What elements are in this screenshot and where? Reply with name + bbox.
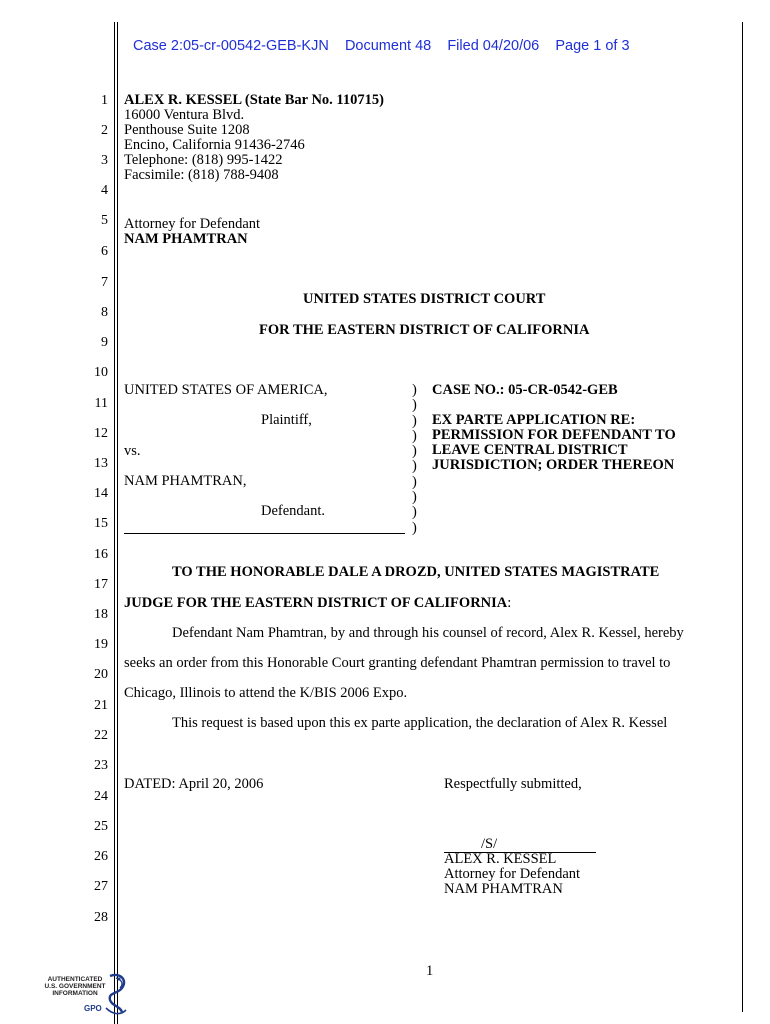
line-number: 14 [94,486,108,501]
line-number: 4 [101,183,108,198]
page-number: 1 [426,963,434,979]
signer-name: ALEX R. KESSEL [444,851,557,867]
right-margin-rule [742,22,743,1012]
attorney-facsimile: Facsimile: (818) 788-9408 [124,167,279,183]
line-number: 15 [94,516,108,531]
signature-block [444,852,580,897]
line-number: 11 [94,396,108,411]
caption-paren: ) [412,412,417,429]
line-number: 16 [94,547,108,562]
salutation-court: JUDGE FOR THE EASTERN DISTRICT OF CALIFORNIA [124,595,508,611]
gpo-seal [44,972,128,1018]
dated-line: DATED: April 20, 2006 [124,776,264,792]
caption-paren: ) [412,458,417,475]
page-count-header: Page 1 of 3 [555,38,630,54]
case-number-header: Case 2:05-cr-00542-GEB-KJN [133,38,329,54]
caption-paren: ) [412,397,417,414]
document-title-line: LEAVE CENTRAL DISTRICT [432,442,628,458]
line-number: 22 [94,728,108,743]
document-title-line: EX PARTE APPLICATION RE: [432,412,636,428]
document-number-header: Document 48 [344,38,432,54]
caption-paren: ) [412,504,417,521]
document-title-line: PERMISSION FOR DEFENDANT TO [432,427,676,443]
line-number: 18 [94,607,108,622]
line-number: 24 [94,789,108,804]
eagle-emblem-icon [102,972,130,1018]
versus: vs. [124,443,141,459]
caption-paren: ) [412,443,417,460]
line-number: 21 [94,698,108,713]
attorney-block [124,93,384,183]
filing-header [133,38,630,54]
line-number: 17 [94,577,108,592]
line-number: 6 [101,244,108,259]
signature-mark: /S/ [481,836,498,852]
line-number: 20 [94,667,108,682]
caption-underline [124,533,405,534]
paragraph-1-line-3: Chicago, Illinois to attend the K/BIS 2006 Expo. [124,685,408,701]
line-number: 19 [94,637,108,652]
caption-paren: ) [412,382,417,398]
attorney-telephone: Telephone: (818) 995-1422 [124,152,283,168]
document-title [432,413,676,473]
salutation-colon: : [507,595,512,611]
attorney-role: Attorney for Defendant [124,216,261,232]
line-number: 12 [94,426,108,441]
seal-text-2: U.S. GOVERNMENT [44,983,106,990]
line-number: 8 [101,305,108,320]
attorney-name: ALEX R. KESSEL (State Bar No. 110715) [124,92,384,108]
caption-paren: ) [412,427,417,444]
attorney-address-3: Encino, California 91436-2746 [124,137,305,153]
attorney-role-block [124,217,260,247]
paragraph-1-line-2: seeks an order from this Honorable Court granting defendant Phamtran permission to travel to [124,655,671,671]
plaintiff-name: UNITED STATES OF AMERICA, [124,382,328,398]
paragraph-1-line-1: Defendant Nam Phamtran, by and through his counsel of record, Alex R. Kessel, hereby [172,625,684,641]
line-number: 13 [94,456,108,471]
closing: Respectfully submitted, [444,776,582,792]
line-number: 26 [94,849,108,864]
seal-gpo-text: GPO [84,1004,102,1013]
line-number: 27 [94,879,108,894]
line-number: 2 [101,123,108,138]
case-number: CASE NO.: 05-CR-0542-GEB [432,382,618,398]
line-number: 9 [101,335,108,350]
caption-paren: ) [412,489,417,506]
line-number: 23 [94,758,108,773]
caption-paren: ) [412,473,417,490]
signer-client: NAM PHAMTRAN [444,881,563,897]
line-number: 1 [101,93,108,108]
signer-role: Attorney for Defendant [444,866,581,882]
left-margin-rule-outer [114,22,115,1024]
line-number: 5 [101,213,108,228]
defendant-label: Defendant. [261,503,326,519]
line-number: 28 [94,910,108,925]
paragraph-2-line-1: This request is based upon this ex parte application, the declaration of Alex R. Kessel [172,715,668,731]
line-number: 3 [101,153,108,168]
seal-text-1: AUTHENTICATED [47,976,103,983]
caption-paren: ) [412,519,417,536]
line-number: 7 [101,275,108,290]
caption-parentheses [412,383,417,536]
filed-date-header: Filed 04/20/06 [447,38,540,54]
attorney-address-2: Penthouse Suite 1208 [124,122,250,138]
court-name: UNITED STATES DISTRICT COURT [303,291,546,307]
attorney-address-1: 16000 Ventura Blvd. [124,107,245,123]
line-number: 10 [94,365,108,380]
salutation-line-1: TO THE HONORABLE DALE A DROZD, UNITED STATES MAGISTRATE [172,564,660,580]
salutation-line-2 [124,596,511,611]
seal-text-3: INFORMATION [52,990,98,997]
document-title-line: JURISDICTION; ORDER THEREON [432,457,675,473]
left-margin-rule-inner [117,22,118,1024]
defendant-name: NAM PHAMTRAN, [124,473,247,489]
attorney-client: NAM PHAMTRAN [124,231,248,247]
plaintiff-label: Plaintiff, [261,412,312,428]
line-number: 25 [94,819,108,834]
court-district: FOR THE EASTERN DISTRICT OF CALIFORNIA [259,322,590,338]
